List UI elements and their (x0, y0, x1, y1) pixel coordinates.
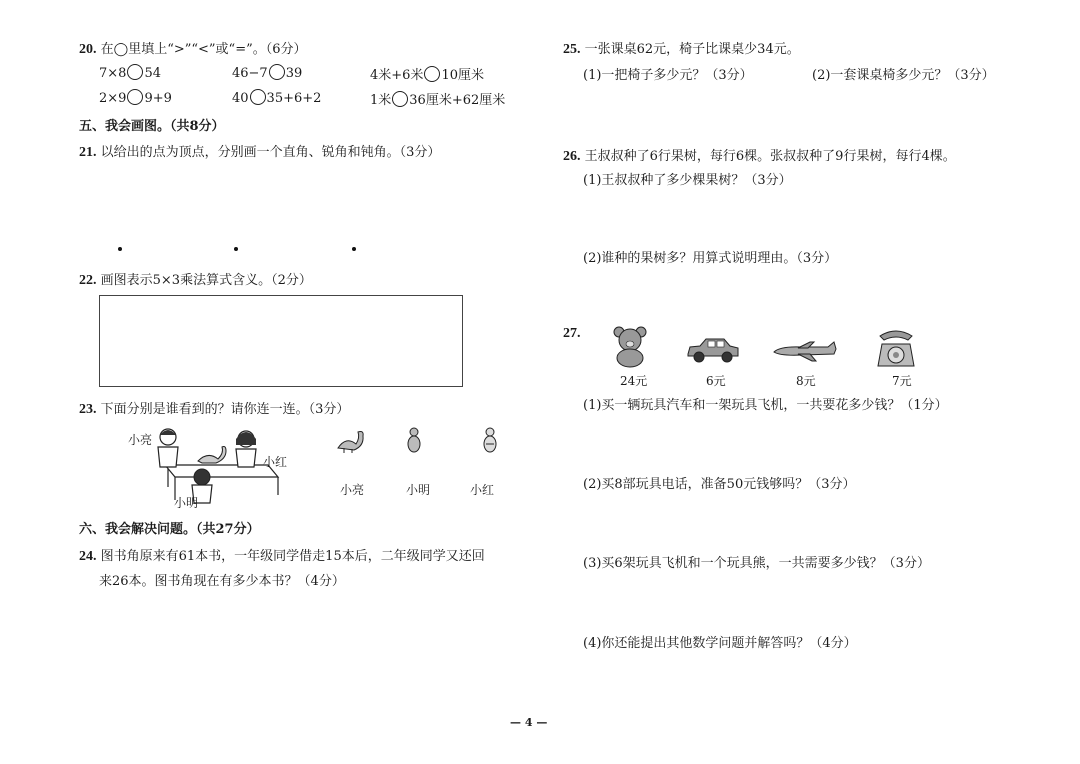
toy-car-price: 6元 (706, 374, 726, 388)
scene-name-xiaohong: 小红 (263, 455, 288, 469)
compare-right: 35+6+2 (266, 91, 322, 106)
dinosaur-side-view-icon (334, 428, 368, 454)
q24-number: 24. (79, 549, 97, 564)
view-label-2[interactable]: 小明 (406, 483, 431, 497)
q27-sub2: (2)买8部玩具电话，准备50元钱够吗？（3分） (583, 477, 856, 492)
compare-item-1 (99, 64, 161, 81)
q20-number: 20. (79, 42, 97, 57)
compare-left: 2×9 (99, 91, 127, 106)
q26-sub2: (2)谁种的果树多？用算式说明理由。（3分） (583, 251, 838, 266)
compare-circle[interactable] (392, 91, 408, 107)
q21-prompt: 以给出的点为顶点，分别画一个直角、锐角和钝角。（3分） (100, 145, 441, 160)
section-five-heading: 五、我会画图。（共8分） (79, 119, 225, 134)
toy-phone-price: 7元 (892, 374, 912, 388)
q27-heading (563, 326, 581, 342)
toy-plane-icon (772, 340, 838, 362)
compare-right: 54 (144, 66, 161, 81)
q24-line1 (79, 545, 485, 565)
q25-number: 25. (563, 42, 581, 57)
compare-left: 1米 (370, 93, 392, 108)
q25-sub2: (2)一套课桌椅多少元？（3分） (812, 68, 995, 83)
dinosaur-back-view-icon (482, 426, 498, 454)
q27-number: 27. (563, 326, 581, 341)
q21-number: 21. (79, 145, 97, 160)
q26-heading (563, 145, 956, 165)
q26-prompt: 王叔叔种了6行果树，每行6棵。张叔叔种了9行果树，每行4棵。 (584, 149, 956, 164)
teddy-bear-icon (612, 326, 648, 368)
q23-number: 23. (79, 402, 97, 417)
view-label-1[interactable]: 小亮 (340, 483, 365, 497)
toy-phone-icon (874, 326, 918, 370)
q27-sub3: (3)买6架玩具飞机和一个玩具熊，一共需要多少钱？（3分） (583, 556, 930, 571)
q25-heading (563, 38, 800, 58)
q25-prompt: 一张课桌62元，椅子比课桌少34元。 (584, 42, 800, 57)
q23-heading (79, 398, 349, 418)
q25-sub1: (1)一把椅子多少元？（3分） (583, 68, 753, 83)
compare-item-6 (370, 89, 505, 108)
compare-circle[interactable] (269, 64, 285, 80)
compare-right: 39 (285, 66, 303, 81)
q20-prompt: 在◯里填上“>”“<”或“=”。（6分） (100, 42, 307, 57)
compare-right: 36厘米+62厘米 (409, 93, 506, 108)
compare-circle[interactable] (424, 66, 440, 82)
drawing-answer-box[interactable] (99, 295, 463, 387)
compare-left: 40 (232, 91, 249, 106)
toy-plane-price: 8元 (796, 374, 816, 388)
dinosaur-front-view-icon (406, 426, 422, 454)
q24-text-1: 图书角原来有61本书，一年级同学借走15本后，二年级同学又还回 (100, 549, 485, 564)
q23-prompt: 下面分别是谁看到的？请你连一连。（3分） (100, 402, 350, 417)
compare-item-2 (232, 64, 302, 81)
q22-prompt: 画图表示5×3乘法算式含义。（2分） (100, 273, 312, 288)
compare-right: 9+9 (144, 91, 172, 106)
q21-heading (79, 141, 440, 161)
page-number: — 4 — (510, 716, 548, 729)
q20-heading (79, 38, 307, 58)
compare-left: 4米+6米 (370, 68, 424, 83)
compare-left: 46−7 (232, 66, 268, 81)
q26-number: 26. (563, 149, 581, 164)
q26-sub1: (1)王叔叔种了多少棵果树？（3分） (583, 173, 792, 188)
compare-item-5 (232, 89, 321, 106)
q27-sub1: (1)买一辆玩具汽车和一架玩具飞机，一共要花多少钱？（1分） (583, 398, 948, 413)
vertex-point[interactable] (352, 247, 356, 251)
q24-line2: 来26本。图书角现在有多少本书？（4分） (99, 574, 345, 589)
compare-circle[interactable] (250, 89, 266, 105)
compare-left: 7×8 (99, 66, 127, 81)
compare-item-4 (99, 89, 172, 106)
compare-right: 10厘米 (441, 68, 484, 83)
q22-number: 22. (79, 273, 97, 288)
scene-name-xiaoming: 小明 (174, 496, 199, 510)
compare-circle[interactable] (127, 64, 143, 80)
view-label-3[interactable]: 小红 (470, 483, 495, 497)
vertex-point[interactable] (118, 247, 122, 251)
vertex-point[interactable] (234, 247, 238, 251)
teddy-bear-price: 24元 (620, 374, 648, 388)
section-six-heading: 六、我会解决问题。（共27分） (79, 522, 260, 537)
toy-car-icon (686, 336, 740, 364)
compare-circle[interactable] (127, 89, 143, 105)
compare-item-3 (370, 64, 484, 83)
scene-name-xiaoliang: 小亮 (128, 433, 153, 447)
q22-heading (79, 269, 312, 289)
q27-sub4: (4)你还能提出其他数学问题并解答吗？（4分） (583, 636, 857, 651)
